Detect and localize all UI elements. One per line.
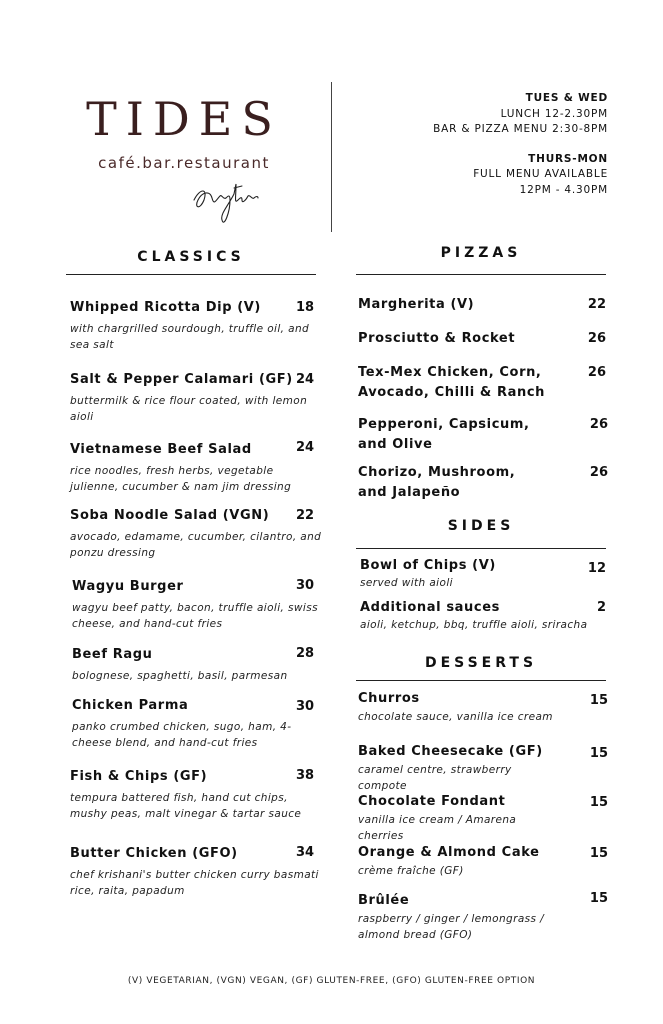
dessert-price: 15 bbox=[589, 795, 608, 810]
pizza-name: Margherita (V) bbox=[358, 297, 475, 312]
hours-day1: TUES & WED bbox=[525, 92, 608, 104]
pizza-price: 22 bbox=[587, 297, 606, 312]
classics-item-name: Vietnamese Beef Salad bbox=[70, 442, 252, 457]
side-desc: served with aioli bbox=[360, 577, 453, 589]
hours-line1: LUNCH 12-2.30PM bbox=[500, 107, 608, 120]
classics-item-price: 24 bbox=[296, 440, 315, 455]
classics-item-desc: with chargrilled sourdough, truffle oil, and sea salt bbox=[70, 323, 310, 351]
dessert-name: Baked Cheesecake (GF) bbox=[358, 744, 543, 759]
classics-item-desc: avocado, edamame, cucumber, cilantro, and ponzu dressing bbox=[70, 531, 322, 559]
hours-line2: BAR & PIZZA MENU 2:30-8PM bbox=[433, 123, 608, 135]
pizza-item bbox=[358, 415, 608, 455]
side-item bbox=[360, 600, 608, 633]
classics-rule bbox=[66, 274, 316, 275]
classics-item-desc: bolognese, spaghetti, basil, parmesan bbox=[72, 670, 288, 682]
dessert-item bbox=[358, 845, 608, 879]
dessert-item bbox=[358, 794, 608, 844]
classics-item-price: 24 bbox=[296, 372, 315, 387]
classics-item-price: 22 bbox=[296, 508, 315, 523]
classics-item bbox=[70, 372, 320, 425]
brand-tagline: café.bar.restaurant bbox=[98, 154, 270, 172]
pizza-item bbox=[358, 463, 608, 503]
desserts-rule bbox=[356, 680, 606, 681]
dessert-name: Chocolate Fondant bbox=[358, 794, 506, 809]
pizza-price: 26 bbox=[589, 465, 608, 480]
dessert-price: 15 bbox=[589, 891, 608, 906]
dessert-desc: chocolate sauce, vanilla ice cream bbox=[358, 711, 553, 723]
classics-item-price: 30 bbox=[296, 699, 315, 714]
daytime-script-logo bbox=[190, 170, 260, 230]
classics-item bbox=[70, 442, 320, 495]
dessert-price: 15 bbox=[589, 693, 608, 708]
pizza-price: 26 bbox=[587, 331, 606, 346]
side-price: 12 bbox=[587, 561, 606, 576]
dessert-price: 15 bbox=[589, 746, 608, 761]
classics-item-name: Wagyu Burger bbox=[72, 579, 184, 594]
header-divider bbox=[331, 82, 332, 232]
side-name: Bowl of Chips (V) bbox=[360, 558, 496, 573]
classics-item-name: Beef Ragu bbox=[72, 647, 153, 662]
dessert-item bbox=[358, 893, 608, 943]
dessert-name: Orange & Almond Cake bbox=[358, 845, 540, 860]
classics-item-price: 34 bbox=[296, 845, 315, 860]
desserts-heading: DESSERTS bbox=[424, 655, 538, 671]
dessert-price: 15 bbox=[589, 846, 608, 861]
classics-item-name: Whipped Ricotta Dip (V) bbox=[70, 300, 261, 315]
classics-item-desc: tempura battered fish, hand cut chips, mushy peas, malt vinegar & tartar sauce bbox=[70, 792, 302, 820]
pizza-item bbox=[358, 331, 608, 346]
side-name: Additional sauces bbox=[360, 600, 500, 615]
classics-item-price: 28 bbox=[296, 646, 315, 661]
pizza-price: 26 bbox=[587, 365, 606, 380]
dessert-name: Churros bbox=[358, 691, 420, 706]
opening-hours bbox=[368, 91, 608, 198]
brand-name: TIDES bbox=[86, 92, 282, 146]
classics-item bbox=[70, 300, 320, 353]
dessert-desc: raspberry / ginger / lemongrass / almond bread (GFO) bbox=[358, 913, 545, 941]
classics-item bbox=[70, 846, 320, 899]
classics-item bbox=[70, 508, 320, 561]
side-price: 2 bbox=[596, 600, 606, 615]
classics-item-desc: wagyu beef patty, bacon, truffle aioli, swiss cheese, and hand-cut fries bbox=[72, 602, 318, 630]
classics-item bbox=[72, 698, 322, 751]
classics-item-price: 30 bbox=[296, 578, 315, 593]
pizza-price: 26 bbox=[589, 417, 608, 432]
side-item bbox=[360, 558, 608, 591]
classics-item-name: Soba Noodle Salad (VGN) bbox=[70, 508, 270, 523]
dessert-item bbox=[358, 744, 608, 794]
side-desc: aioli, ketchup, bbq, truffle aioli, sriracha bbox=[360, 619, 588, 631]
pizza-name: Prosciutto & Rocket bbox=[358, 331, 516, 346]
pizza-item bbox=[358, 297, 608, 312]
sides-heading: SIDES bbox=[447, 518, 515, 534]
classics-item-desc: chef krishani's butter chicken curry basmati rice, raita, papadum bbox=[70, 869, 319, 897]
pizzas-rule bbox=[356, 274, 606, 275]
dessert-desc: caramel centre, strawberry compote bbox=[358, 764, 512, 792]
dessert-desc: crème fraîche (GF) bbox=[358, 865, 464, 877]
dietary-legend: (V) VEGETARIAN, (VGN) VEGAN, (GF) GLUTEN-FREE, (GFO) GLUTEN-FREE OPTION bbox=[127, 976, 536, 986]
pizza-item bbox=[358, 363, 608, 403]
pizza-name: Chorizo, Mushroom, and Jalapeño bbox=[358, 465, 516, 500]
dessert-desc: vanilla ice cream / Amarena cherries bbox=[358, 814, 517, 842]
dessert-item bbox=[358, 691, 608, 725]
hours-line3: FULL MENU AVAILABLE bbox=[473, 168, 608, 180]
sides-rule bbox=[356, 548, 606, 549]
classics-item-name: Butter Chicken (GFO) bbox=[70, 846, 238, 861]
pizza-name: Tex-Mex Chicken, Corn, Avocado, Chilli & Ranch bbox=[358, 365, 545, 400]
classics-item-price: 18 bbox=[296, 300, 315, 315]
pizzas-heading: PIZZAS bbox=[440, 245, 522, 261]
classics-item bbox=[72, 579, 322, 632]
hours-day2: THURS-MON bbox=[528, 152, 608, 165]
classics-item-name: Chicken Parma bbox=[72, 698, 189, 713]
classics-item-name: Fish & Chips (GF) bbox=[70, 769, 208, 784]
classics-item-price: 38 bbox=[296, 768, 315, 783]
pizza-name: Pepperoni, Capsicum, and Olive bbox=[358, 417, 530, 452]
classics-item bbox=[70, 769, 320, 822]
classics-item-desc: panko crumbed chicken, sugo, ham, 4-cheese blend, and hand-cut fries bbox=[72, 721, 292, 749]
classics-item-name: Salt & Pepper Calamari (GF) bbox=[70, 372, 293, 387]
classics-item bbox=[72, 647, 322, 684]
classics-item-desc: buttermilk & rice flour coated, with lemon aioli bbox=[70, 395, 308, 423]
hours-line4: 12PM - 4.30PM bbox=[519, 183, 608, 196]
classics-heading: CLASSICS bbox=[137, 249, 245, 265]
brand-logo bbox=[86, 92, 286, 232]
classics-item-desc: rice noodles, fresh herbs, vegetable julienne, cucumber & nam jim dressing bbox=[70, 465, 292, 493]
dessert-name: Brûlée bbox=[358, 893, 410, 908]
